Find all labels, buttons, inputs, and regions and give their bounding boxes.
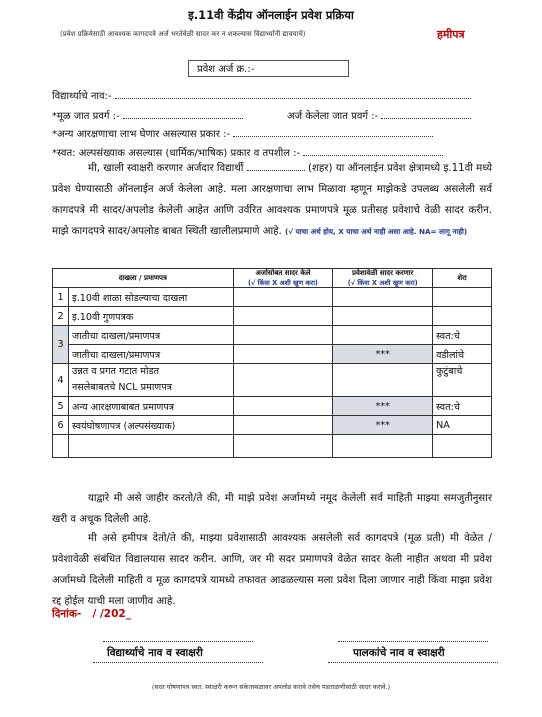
table-row [53, 345, 492, 364]
form-number-box[interactable] [188, 60, 349, 77]
other-reservation-field[interactable] [52, 126, 433, 140]
empty-cell [68, 435, 233, 458]
at-admission-cell[interactable] [333, 307, 433, 326]
row-doc: जातीचा दाखला/प्रमाणपत्र [68, 326, 233, 345]
declaration-line1-a: मी, खाली स्वाक्षरी करणार अर्जदार विद्यार्थी [88, 163, 244, 174]
remark-cell [433, 307, 492, 326]
row-doc: इ.10वी शाळा सोडल्याचा दाखला [68, 288, 233, 307]
row-number: 6 [53, 416, 69, 435]
table-row [53, 326, 492, 345]
header-remark: शेरा [433, 269, 492, 288]
declaration-p2 [52, 528, 492, 612]
date-value: / /202_ [92, 608, 131, 620]
submitted-cell[interactable] [233, 416, 333, 435]
other-reservation-label: *अन्य आरक्षणाचा लाभ घेणार असल्यास प्रकार :- [52, 129, 231, 140]
row-doc-line: उन्नत व प्रगत गटात मोडत [71, 366, 160, 377]
minority-line [303, 146, 443, 156]
document-type-badge: हमीपत्र [437, 28, 465, 41]
row-number: 4 [53, 364, 69, 397]
empty-cell [333, 435, 433, 458]
student-signature-line [103, 641, 253, 642]
empty-cell [53, 435, 69, 458]
remark-cell [433, 288, 492, 307]
date-field[interactable] [52, 607, 131, 621]
declaration-line1-b: (शहर) या ऑनलाईन प्रवेश [307, 163, 406, 174]
caste-category-label: *मूळ जात प्रवर्ग :- [52, 111, 120, 122]
table-row [53, 435, 492, 458]
header-at-admission-sub: (√ किंवा X अशी खुण करा) [347, 279, 418, 287]
row-number: 1 [53, 288, 69, 307]
row-number: 3 [53, 326, 69, 364]
table-header-row [53, 269, 492, 288]
at-admission-cell: *** [333, 345, 433, 364]
legend-note: (√ याचा अर्थ होय, X याचा अर्थ नाही असा आहे. NA= लागू नाही) [285, 227, 468, 236]
remark-cell: NA [433, 416, 492, 435]
footer-note: (सदर घोषणापत्र स्वत: स्वाक्षरी करून संकेतस्थळावर अपलोड करावे तसेच पडताळणीसाठी सादर करावे.) [151, 683, 391, 691]
minority-label: *स्वत: अल्पसंख्याक असल्यास (धार्मिक/भाषिक) प्रकार व तपशील :- [52, 148, 301, 159]
form-number-label: प्रवेश अर्ज क्र.:- [197, 64, 255, 75]
student-name-line [115, 89, 471, 99]
city-line [247, 161, 305, 171]
remark-cell: कुटुंबाचे [433, 364, 492, 397]
applied-caste-line [381, 109, 471, 119]
student-name-label: विद्यार्थ्याचे नाव:- [52, 91, 112, 102]
parent-signature-underline [328, 662, 498, 663]
header-at-admission [333, 269, 433, 288]
row-doc: जातीचा दाखला/प्रमाणपत्र [68, 345, 233, 364]
parent-signature-label: पालकांचे नाव व स्वाक्षरी [353, 647, 445, 659]
row-doc-line: नसलेबाबतचे NCL प्रमाणपत्र [71, 382, 172, 393]
at-admission-cell: *** [333, 397, 433, 416]
student-name-field[interactable] [52, 88, 471, 102]
table-row [53, 307, 492, 326]
page-title: इ.11वी केंद्रीय ऑनलाईन प्रवेश प्रक्रिया [188, 8, 354, 22]
remark-cell: स्वत:चे [433, 326, 492, 345]
remark-cell: वडीलांचे [433, 345, 492, 364]
declaration-paragraph [52, 158, 492, 242]
at-admission-cell[interactable] [333, 364, 433, 397]
caste-category-field[interactable] [52, 108, 243, 122]
row-doc: इ.10वी गुणपत्रक [68, 307, 233, 326]
student-signature-underline [93, 662, 263, 663]
other-reservation-line [233, 127, 433, 137]
page-subtitle: (प्रवेश प्रक्रियेसाठी आवश्यक कागदपत्रे अर्ज भरतेवेळी सादर कर न शकल्यास विद्यार्थ्यानी द्यावयाचे) [60, 30, 306, 38]
row-number: 2 [53, 307, 69, 326]
at-admission-cell[interactable] [333, 288, 433, 307]
submitted-cell[interactable] [233, 307, 333, 326]
row-doc: स्वयंघोषणापत्र (अल्पसंख्याक) [68, 416, 233, 435]
header-submitted-label: अर्जासोबत सादर केले [255, 269, 311, 277]
declaration-text: क्षेत्रामध्ये इ.11वी मध्ये प्रवेश घेण्यासाठी ऑनलाईन अर्ज केलेला आहे. मला आरक्षणाचा लाभ मिळावा म्हणून माझेकडे उपलब्ध असलेली सर्व कागदपत्रे मी सादर/अपलोड केलेली आहेत आणि उर्वरित आवश्यक प्रमाणपत्रे मूळ प्रतीसह प्रवेशाचे वेळी सादर करीन. माझे कागदपत्रे सादर/अपलोड बाबत स्थिती खालीलप्रमाणे आहे. [52, 163, 493, 237]
applied-caste-field[interactable] [287, 108, 471, 122]
table-row [53, 397, 492, 416]
empty-cell [433, 435, 492, 458]
documents-table [52, 268, 492, 458]
submitted-cell[interactable] [233, 397, 333, 416]
row-doc [68, 364, 233, 397]
declaration-p1 [52, 488, 492, 530]
declaration-p1-text: याद्वारे मी असे जाहीर करतो/ते की, मी माझे प्रवेश अर्जामध्ये नमूद केलेली सर्व माहिती माझ्या समजुतीनुसार खरी व अचूक दिलेली आहे. [52, 493, 492, 525]
submitted-cell[interactable] [233, 288, 333, 307]
header-submitted [233, 269, 333, 288]
at-admission-cell: *** [333, 416, 433, 435]
row-doc: अन्य आरक्षणाबाबत प्रमाणपत्र [68, 397, 233, 416]
submitted-cell[interactable] [233, 364, 333, 397]
student-signature-label: विद्यार्थ्याचे नाव व स्वाक्षरी [107, 647, 203, 659]
header-at-admission-label: प्रवेशावेळी सादर करणार [351, 269, 414, 277]
remark-cell: स्वत:चे [433, 397, 492, 416]
applied-caste-label: अर्ज केलेला जात प्रवर्ग :- [287, 111, 379, 122]
header-submitted-sub: (√ किंवा X अशी खुण करा) [247, 279, 318, 287]
table-row [53, 288, 492, 307]
declaration-p2-text: मी असे हमीपत्र देतो/ते की, माझ्या प्रवेशासाठी आवश्यक असलेली सर्व कागदपत्रे (मूळ प्रती) मी वेळेत / प्रवेशावेळी संबंधित विद्यालयास सादर करीन. आणि, जर मी सदर प्रमाणपत्रे वेळेत सादर केली नाहीत अथवा मी प्रवेश अर्जामध्ये दिलेली माहिती व मूळ कागदपत्रे यामध्ये तफावत आढळल्यास मला प्रवेश दिला जाणार नाही किंवा माझा प्रवेश रद्द होईल याची मला जाणीव आहे. [52, 533, 492, 607]
table-row [53, 416, 492, 435]
caste-category-line [123, 109, 243, 119]
row-number: 5 [53, 397, 69, 416]
empty-cell [233, 435, 333, 458]
header-doc: दाखला / प्रमाणपत्र [53, 269, 234, 288]
submitted-cell[interactable] [233, 326, 333, 345]
table-row [53, 364, 492, 397]
at-admission-cell[interactable] [333, 326, 433, 345]
submitted-cell[interactable] [233, 345, 333, 364]
date-label: दिनांक- [52, 608, 82, 620]
minority-field[interactable] [52, 145, 443, 159]
parent-signature-line [338, 641, 488, 642]
